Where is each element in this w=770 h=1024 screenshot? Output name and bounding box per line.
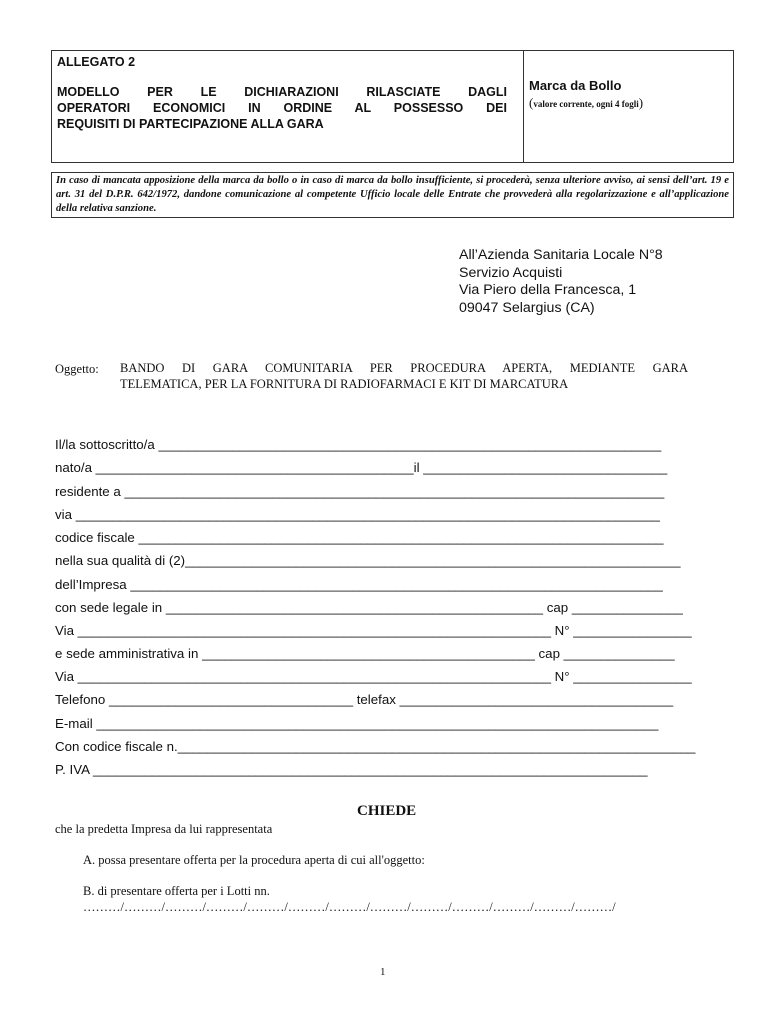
address-line2: Servizio Acquisti — [459, 264, 563, 281]
marca-subtitle — [529, 95, 729, 111]
marca-da-bollo-block — [529, 78, 729, 111]
header-divider — [523, 51, 524, 162]
field-sede-amministrativa[interactable]: e sede amministrativa in _____________________________________________ cap _______________ — [55, 646, 675, 661]
field-codice-fiscale[interactable]: codice fiscale _______________________________________________________________________ — [55, 530, 664, 545]
recipient-address — [459, 247, 663, 317]
address-line1: All’Azienda Sanitaria Locale N°8 — [459, 247, 663, 263]
field-qualita[interactable]: nella sua qualità di (2)___________________________________________________________________ — [55, 553, 681, 568]
field-telefono[interactable]: Telefono _________________________________ telefax _____________________________________ — [55, 692, 674, 707]
allegato-label: ALLEGATO 2 — [57, 55, 136, 69]
address-line3: Via Piero della Francesca, 1 — [459, 282, 637, 298]
field-codice-fiscale-n[interactable]: Con codice fiscale n.______________________________________________________________________ — [55, 739, 696, 754]
marca-subtitle-text: valore corrente, ogni 4 fogli — [533, 99, 639, 109]
marca-title: Marca da Bollo — [529, 78, 622, 93]
field-sede-legale[interactable]: con sede legale in ___________________________________________________ cap _______________ — [55, 600, 683, 615]
field-impresa[interactable]: dell’Impresa ________________________________________________________________________ — [55, 577, 663, 592]
field-via[interactable]: via _______________________________________________________________________________ — [55, 507, 660, 522]
chiede-intro: che la predetta Impresa da lui rappresentata — [55, 822, 273, 836]
oggetto-text — [120, 361, 688, 392]
field-via-legale[interactable]: Via ________________________________________________________________ N° ________________ — [55, 623, 692, 638]
option-a: A. possa presentare offerta per la procedura aperta di cui all'oggetto: — [83, 853, 425, 867]
field-piva[interactable]: P. IVA ___________________________________________________________________________ — [55, 762, 648, 777]
marca-open-paren: ( — [529, 95, 534, 110]
field-via-amministrativa[interactable]: Via ________________________________________________________________ N° ________________ — [55, 669, 692, 684]
header-title-block — [57, 54, 507, 132]
option-b-lotti-field[interactable]: ………/………/………/………/………/………/………/………/………/………/………/………/………/ — [83, 900, 616, 914]
oggetto-label: Oggetto: — [55, 362, 99, 376]
field-email[interactable]: E-mail ____________________________________________________________________________ — [55, 716, 659, 731]
oggetto-line2: TELEMATICA, PER LA FORNITURA DI RADIOFARMACI E KIT DI MARCATURA — [120, 376, 569, 391]
header-title-line2: OPERATORI ECONOMICI IN ORDINE AL POSSESSO DEI — [57, 101, 507, 115]
marca-close-paren: ) — [638, 95, 644, 110]
field-residente[interactable]: residente a _________________________________________________________________________ — [55, 484, 665, 499]
option-b: B. di presentare offerta per i Lotti nn. — [83, 884, 270, 898]
chiede-heading: CHIEDE — [357, 803, 417, 819]
oggetto-line1: BANDO DI GARA COMUNITARIA PER PROCEDURA APERTA, MEDIANTE GARA — [120, 361, 688, 375]
header-box — [51, 50, 734, 163]
address-line4: 09047 Selargius (CA) — [459, 299, 595, 316]
field-nato[interactable]: nato/a ___________________________________________il _________________________________ — [55, 460, 668, 475]
page-number: 1 — [380, 966, 386, 978]
header-title-line3: REQUISITI DI PARTECIPAZIONE ALLA GARA — [57, 117, 324, 131]
notice-box: In caso di mancata apposizione della marca da bollo o in caso di marca da bollo insufficiente, si procederà, senza ulteriore avviso, ai sensi dell’art. 19 e art. 31 del D.P.R. 642/1972, dandone comunicazione al competente Ufficio locale delle Entrate che provvederà alla regolarizzazione e all’applicazione della relativa sanzione. — [51, 172, 734, 218]
field-sottoscritto[interactable]: Il/la sottoscritto/a ____________________________________________________________________ — [55, 437, 662, 452]
header-title-line1: MODELLO PER LE DICHIARAZIONI RILASCIATE DAGLI — [57, 85, 507, 99]
